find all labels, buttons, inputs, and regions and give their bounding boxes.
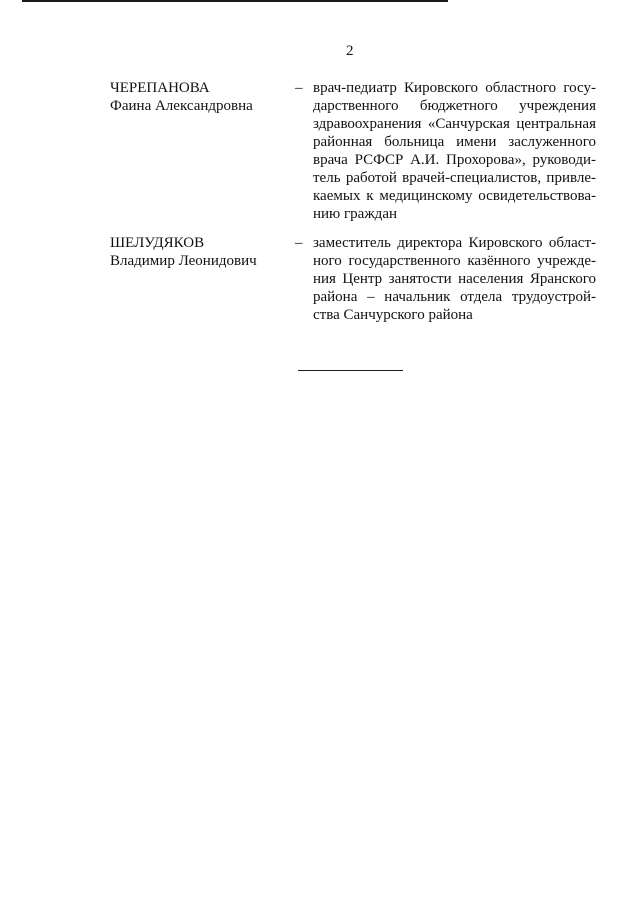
role-line: заместитель директора Кировского област-: [313, 235, 596, 251]
end-of-list-rule: [298, 370, 403, 371]
role-line: ного государственного казённого учрежде-: [313, 253, 596, 269]
member-name: [110, 79, 285, 115]
role-line: ния Центр занятости населения Яранского: [313, 271, 596, 287]
member-role: [313, 79, 596, 223]
role-line: районная больница имени заслуженного: [313, 134, 596, 150]
role-line: дарственного бюджетного учреждения: [313, 98, 596, 114]
page-number: 2: [346, 43, 354, 59]
top-rule: [22, 0, 448, 2]
role-line: врача РСФСР А.И. Прохорова», руководи-: [313, 152, 596, 168]
member-given-names: Фаина Александровна: [110, 98, 253, 114]
member-name: [110, 234, 285, 270]
role-line: каемых к медицинскому освидетельствова-: [313, 188, 596, 204]
role-line: района – начальник отдела трудоустрой-: [313, 289, 596, 305]
member-role: [313, 234, 596, 324]
role-line: здравоохранения «Санчурская центральная: [313, 116, 596, 132]
role-line: тель работой врачей-специалистов, привле-: [313, 170, 596, 186]
member-given-names: Владимир Леонидович: [110, 253, 257, 269]
role-line: ства Санчурского района: [313, 307, 473, 323]
member-surname: ШЕЛУДЯКОВ: [110, 235, 205, 251]
member-surname: ЧЕРЕПАНОВА: [110, 80, 210, 96]
role-line: нию граждан: [313, 206, 398, 222]
dash-separator: –: [295, 80, 303, 96]
dash-separator: –: [295, 235, 303, 251]
role-line: врач-педиатр Кировского областного госу-: [313, 80, 596, 96]
